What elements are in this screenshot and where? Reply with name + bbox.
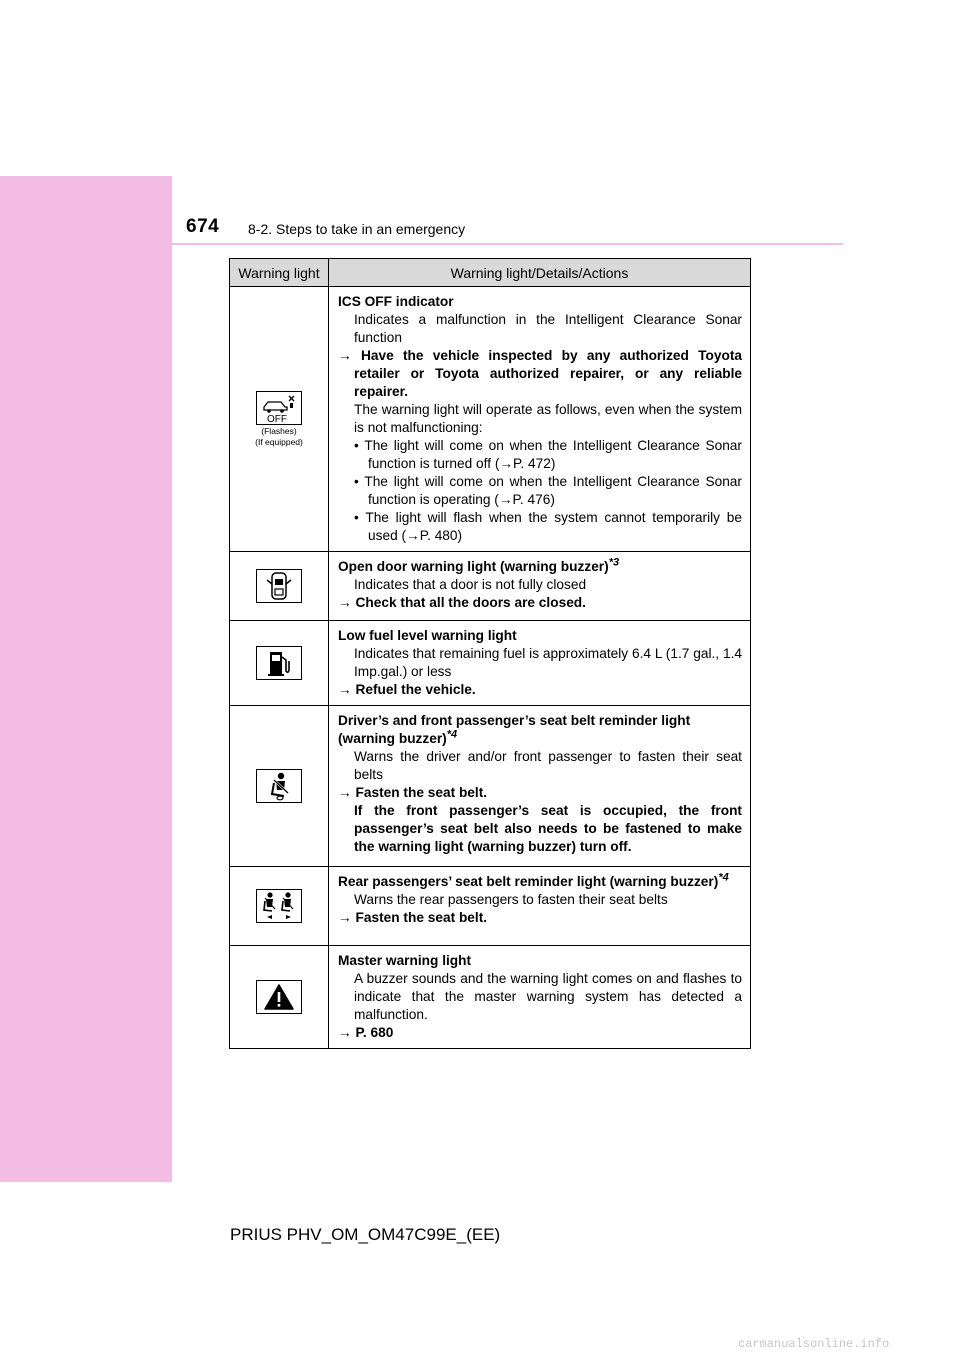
row-title: Open door warning light (warning buzzer)$^{*3}$ [338,556,620,574]
icon-cell [230,621,329,706]
row-action: → Check that all the doors are closed. [338,595,586,610]
details-cell [329,621,751,706]
icon-note-flashes: (Flashes) [261,426,297,436]
details-cell [329,552,751,621]
svg-text:OFF: OFF [267,414,287,424]
warning-light-table [229,258,751,1049]
section-title: 8-2. Steps to take in an emergency [248,221,466,237]
table-row [230,552,751,621]
icon-cell [230,287,329,552]
row-title: Master warning light [338,953,472,968]
row-title: Driver’s and front passenger’s seat belt reminder light (warning buzzer)$^{*4}$ [338,713,691,746]
row-bullet: • The light will come on when the Intelligent Clearance Sonar function is turned off (→P. 472) [354,438,742,471]
document-code: PRIUS PHV_OM_OM47C99E_(EE) [230,1225,501,1244]
table-row [230,706,751,867]
row-action: → Refuel the vehicle. [338,682,476,697]
row-extra: The warning light will operate as follows, even when the system is not malfunctioning: [354,402,742,435]
row-description: Indicates a malfunction in the Intelligent Clearance Sonar function [354,312,742,345]
table-row [230,946,751,1049]
col-header-details: Warning light/Details/Actions [329,259,751,287]
icon-note-if-equipped: (If equipped) [255,437,303,447]
table-row [230,287,751,552]
footnote-ref: *4 [446,728,458,741]
footnote-ref: *4 [718,871,729,884]
row-action: → Fasten the seat belt. [338,910,488,925]
header-rule [172,243,843,245]
ics-off-icon [256,391,302,425]
footnote-ref: *3 [608,556,620,569]
table-row [230,621,751,706]
icon-cell [230,706,329,867]
row-action-detail: If the front passenger’s seat is occupied, the front passenger’s seat belt also needs to be fastened to make the warning light (warning buzzer) turn off. [354,803,742,854]
seat-belt-icon [256,769,302,803]
details-cell [329,867,751,946]
row-description: Warns the rear passengers to fasten their seat belts [354,892,668,907]
master-warning-icon [256,980,302,1014]
rear-seat-belt-icon [256,889,302,923]
open-door-icon [256,569,302,603]
table-header-row [230,259,751,287]
row-title: Low fuel level warning light [338,628,517,643]
row-bullet: • The light will flash when the system cannot temporarily be used (→P. 480) [354,510,742,543]
table-row [230,867,751,946]
icon-cell [230,552,329,621]
row-action: → Have the vehicle inspected by any authorized Toyota retailer or Toyota authorized repairer, or any reliable repairer. [338,348,742,399]
fuel-pump-icon [256,646,302,680]
row-action: → Fasten the seat belt. [338,785,488,800]
row-title: ICS OFF indicator [338,294,454,309]
row-description: A buzzer sounds and the warning light comes on and flashes to indicate that the master warning system has detected a malfunction. [354,971,742,1022]
watermark: carmanualsonline.info [738,1337,890,1351]
col-header-warning-light: Warning light [230,259,329,287]
icon-cell [230,946,329,1049]
side-tab-band [0,176,172,1182]
details-cell [329,946,751,1049]
row-bullet: • The light will come on when the Intelligent Clearance Sonar function is operating (→P. 476) [354,474,742,507]
row-description: Indicates that remaining fuel is approximately 6.4 L (1.7 gal., 1.4 Imp.gal.) or less [354,646,742,679]
details-cell [329,287,751,552]
icon-cell [230,867,329,946]
row-action: → P. 680 [338,1025,394,1040]
page-number: 674 [186,216,220,237]
row-title: Rear passengers’ seat belt reminder light (warning buzzer)$^{*4}$ [338,871,729,889]
details-cell [329,706,751,867]
row-description: Warns the driver and/or front passenger to fasten their seat belts [354,749,742,782]
row-description: Indicates that a door is not fully closed [354,577,587,592]
